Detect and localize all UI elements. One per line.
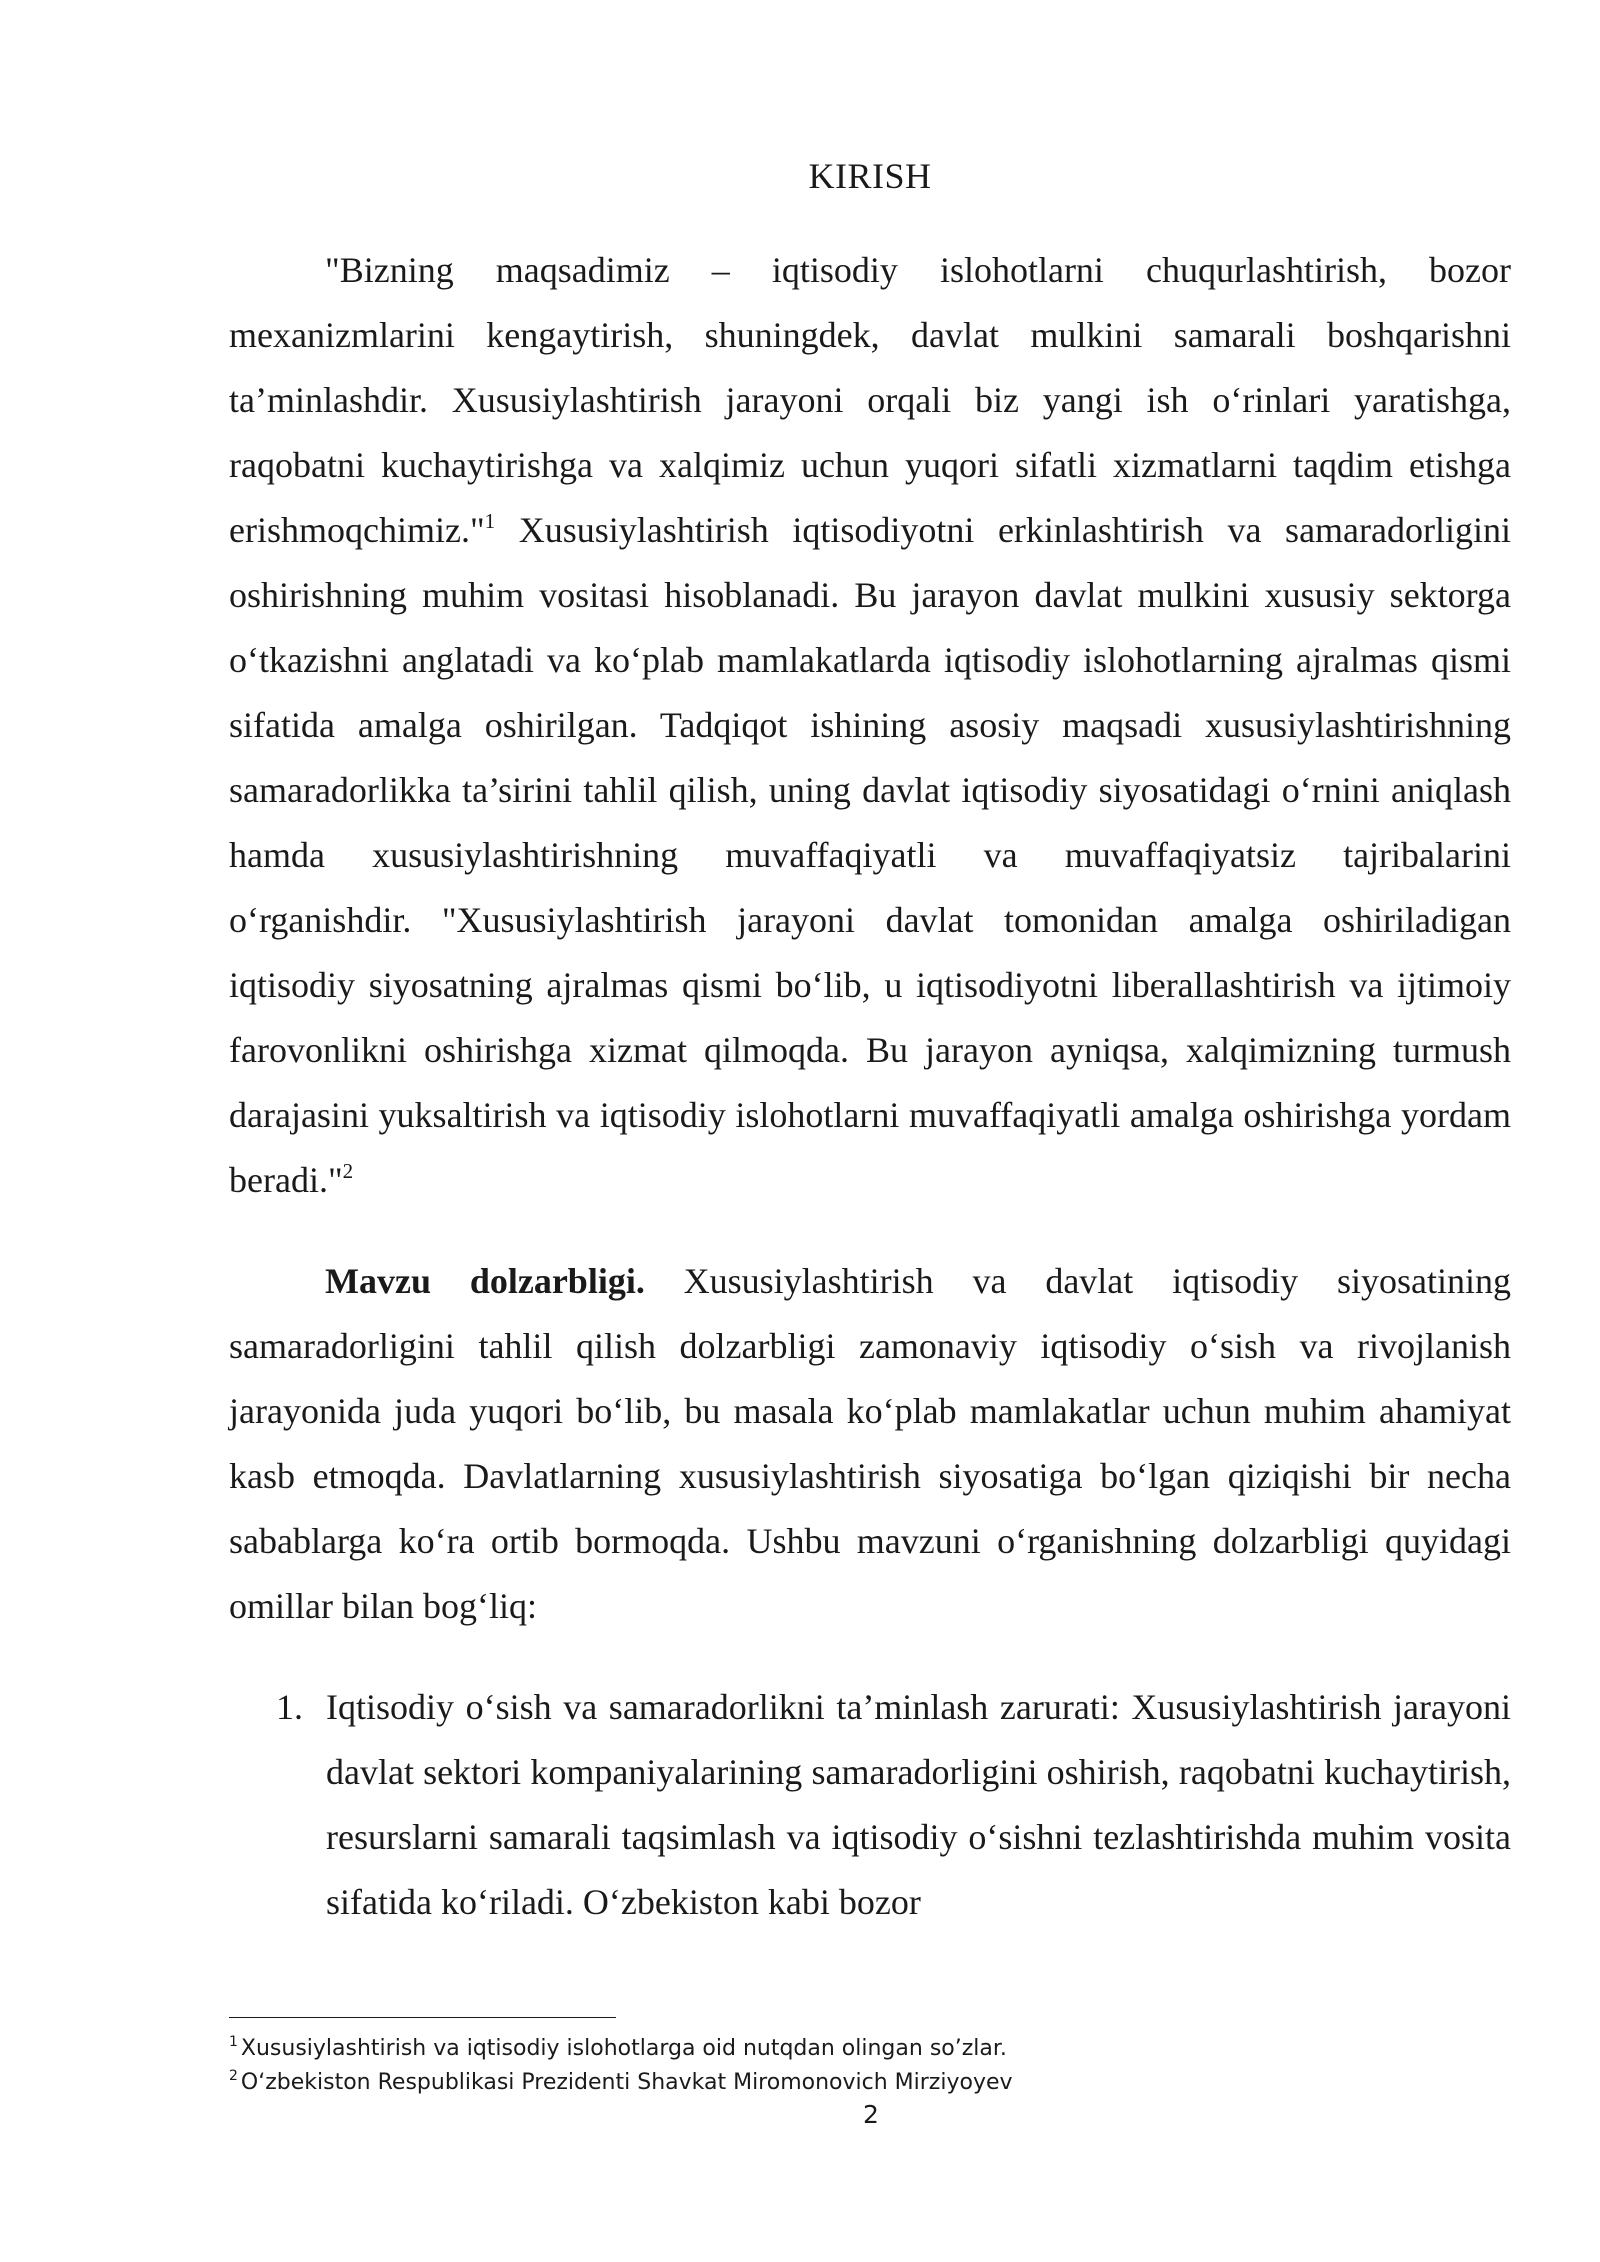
footnote-separator [229, 2017, 616, 2018]
footnote-ref-1[interactable]: 1 [484, 509, 496, 533]
relevance-paragraph [229, 1249, 1511, 1639]
footnote-text: O‘zbekiston Respublikasi Prezidenti Shavkat Miromonovich Mirziyoyev [240, 2070, 1013, 2095]
list-item [229, 1675, 1511, 1935]
factors-list [229, 1675, 1511, 1935]
footnote-mark: 1 [229, 2034, 238, 2050]
page-body [229, 150, 1511, 1935]
intro-text: Xususiylashtirish iqtisodiyotni erkinlashtirish va samaradorligini oshirishning muhim vositasi hisoblanadi. Bu jarayon davlat mulkini xususiy sektorga o‘tkazishni anglatadi va ko‘plab mamlakatlarda iqtisodiy islohotlarning ajralmas qismi sifatida amalga oshirilgan. Tadqiqot ishining asosiy maqsadi xususiylashtirishning samaradorlikka ta’sirini tahlil qilish, uning davlat iqtisodiy siyosatidagi o‘rnini aniqlash hamda xususiylashtirishning muvaffaqiyatli va muvaffaqiyatsiz tajribalarini o‘rganishdir. "Xususiylashtirish jarayoni davlat tomonidan amalga oshiriladigan iqtisodiy siyosatning ajralmas qismi bo‘lib, u iqtisodiyotni liberallashtirish va ijtimoiy farovonlikni oshirishga xizmat qilmoqda. Bu jarayon ayniqsa, xalqimizning turmush darajasini yuksaltirish va iqtisodiy islohotlarni muvaffaqiyatli amalga oshirishga yordam beradi." [229, 510, 1511, 1200]
intro-paragraph [229, 238, 1511, 1213]
list-item-number: 1. [276, 1687, 303, 1727]
footnote-ref-2[interactable]: 2 [342, 1159, 354, 1183]
footnote-2 [229, 2066, 1329, 2100]
intro-quote: "Bizning maqsadimiz – iqtisodiy islohotlarni chuqurlashtirish, bozor mexanizmlarini kengaytirish, shuningdek, davlat mulkini samarali boshqarishni ta’minlashdir. Xususiylashtirish jarayoni orqali biz yangi ish o‘rinlari yaratishga, raqobatni kuchaytirishga va xalqimiz uchun yuqori sifatli xizmatlarni taqdim etishga erishmoqchimiz." [229, 250, 1511, 550]
footnote-text: Xususiylashtirish va iqtisodiy islohotlarga oid nutqdan olingan so’zlar. [240, 2036, 1007, 2061]
list-item-text: Iqtisodiy o‘sish va samaradorlikni ta’minlash zarurati: Xususiylashtirish jarayoni davlat sektori kompaniyalarining samaradorligini oshirish, raqobatni kuchaytirish, resurslarni samarali taqsimlash va iqtisodiy o‘sishni tezlashtirishda muhim vosita sifatida ko‘riladi. O‘zbekiston kabi bozor [326, 1687, 1511, 1922]
section-title: KIRISH [808, 156, 932, 196]
relevance-text: Xususiylashtirish va davlat iqtisodiy siyosatining samaradorligini tahlil qilish dolzarbligi zamonaviy iqtisodiy o‘sish va rivojlanish jarayonida juda yuqori bo‘lib, bu masala ko‘plab mamlakatlar uchun muhim ahamiyat kasb etmoqda. Davlatlarning xususiylashtirish siyosatiga bo‘lgan qiziqishi bir necha sabablarga ko‘ra ortib bormoqda. Ushbu mavzuni o‘rganishning dolzarbligi quyidagi omillar bilan bog‘liq: [229, 1261, 1511, 1626]
footnote-mark: 2 [229, 2068, 238, 2084]
footnotes [229, 2032, 1329, 2100]
relevance-heading: Mavzu dolzarbligi. [325, 1261, 645, 1301]
page-number: 2 [863, 2100, 879, 2129]
footnote-1 [229, 2032, 1329, 2066]
